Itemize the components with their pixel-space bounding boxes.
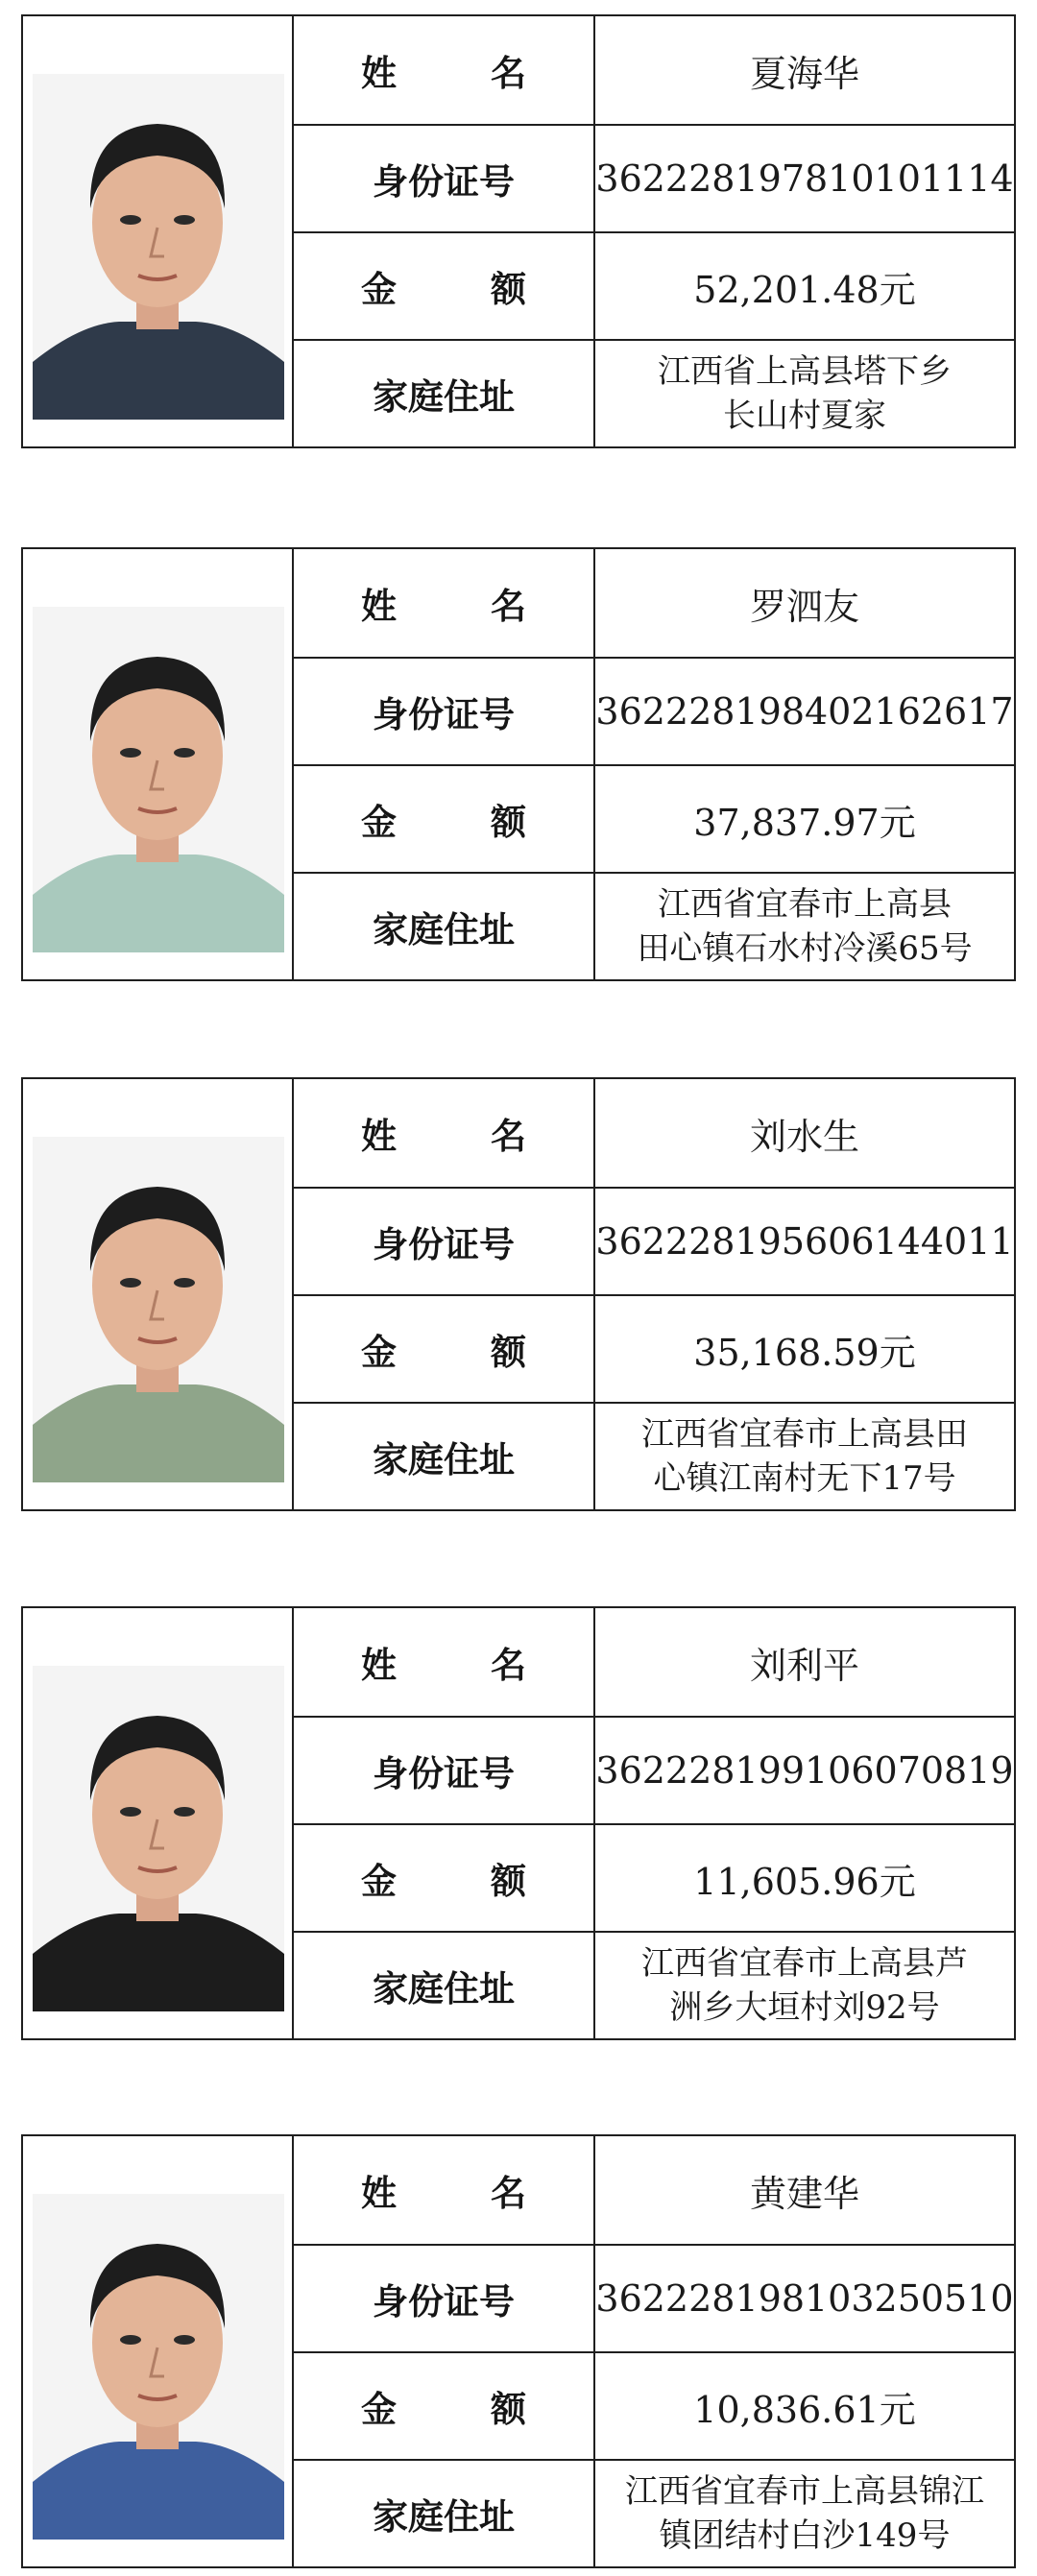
id-label: 身份证号 (294, 2246, 595, 2351)
person-photo (23, 1608, 294, 2038)
id-label: 身份证号 (294, 1718, 595, 1823)
address-value: 江西省宜春市上高县芦 洲乡大垣村刘92号 (641, 1944, 968, 2027)
address-value: 江西省宜春市上高县锦江 镇团结村白沙149号 (625, 2472, 984, 2555)
name-label (294, 2136, 595, 2244)
person-card (21, 547, 1016, 981)
amount-label-char2: 额 (491, 269, 526, 310)
name-label-char1: 姓 (361, 53, 397, 94)
amount-row (294, 764, 1014, 872)
amount-row (294, 1823, 1014, 1931)
name-label (294, 1079, 595, 1187)
id-row (294, 2244, 1014, 2351)
amount-label (294, 233, 595, 339)
portrait-image (23, 16, 292, 446)
amount-label-char1: 金 (361, 2389, 397, 2430)
address-label: 家庭住址 (294, 1404, 595, 1509)
amount-row (294, 2351, 1014, 2459)
amount-label (294, 2353, 595, 2459)
person-photo (23, 549, 294, 979)
name-row (294, 2136, 1014, 2244)
amount-row (294, 1294, 1014, 1402)
id-value: 362228195606144011 (595, 1220, 1014, 1263)
amount-label (294, 766, 595, 872)
person-card (21, 1606, 1016, 2040)
address-row (294, 1402, 1014, 1509)
person-card (21, 14, 1016, 448)
info-table (294, 549, 1014, 979)
amount-label-char2: 额 (491, 1332, 526, 1373)
name-label-char1: 姓 (361, 2173, 397, 2214)
address-label: 家庭住址 (294, 341, 595, 446)
name-label-char1: 姓 (361, 1645, 397, 1686)
info-table (294, 16, 1014, 446)
amount-label-char1: 金 (361, 269, 397, 310)
info-table (294, 1079, 1014, 1509)
amount-label-char1: 金 (361, 1861, 397, 1902)
address-row (294, 872, 1014, 979)
portrait-image (23, 2136, 292, 2566)
id-row (294, 657, 1014, 764)
name-label-char2: 名 (491, 2173, 526, 2214)
info-table (294, 2136, 1014, 2566)
name-row (294, 549, 1014, 657)
person-card (21, 1077, 1016, 1511)
address-label: 家庭住址 (294, 2461, 595, 2566)
name-value: 刘利平 (749, 1644, 859, 1687)
address-row (294, 1931, 1014, 2038)
portrait-image (23, 1608, 292, 2038)
name-row (294, 16, 1014, 124)
id-label: 身份证号 (294, 659, 595, 764)
amount-value: 10,836.61元 (693, 2388, 916, 2431)
name-value: 罗泗友 (749, 585, 859, 628)
id-value: 362228198103250510 (595, 2277, 1014, 2320)
name-row (294, 1079, 1014, 1187)
address-label: 家庭住址 (294, 874, 595, 979)
amount-value: 11,605.96元 (693, 1860, 916, 1903)
portrait-image (23, 1079, 292, 1509)
name-value: 夏海华 (749, 52, 859, 95)
id-label: 身份证号 (294, 126, 595, 231)
id-row (294, 1716, 1014, 1823)
name-label (294, 16, 595, 124)
person-photo (23, 16, 294, 446)
address-label: 家庭住址 (294, 1933, 595, 2038)
amount-label (294, 1296, 595, 1402)
name-label-char2: 名 (491, 1116, 526, 1157)
name-label-char2: 名 (491, 1645, 526, 1686)
name-label-char1: 姓 (361, 1116, 397, 1157)
amount-value: 52,201.48元 (693, 268, 916, 311)
portrait-image (23, 549, 292, 979)
name-label (294, 549, 595, 657)
amount-label (294, 1825, 595, 1931)
id-row (294, 124, 1014, 231)
address-row (294, 2459, 1014, 2566)
amount-label-char1: 金 (361, 1332, 397, 1373)
name-label-char2: 名 (491, 586, 526, 627)
id-value: 362228198402162617 (595, 690, 1014, 733)
person-card (21, 2134, 1016, 2568)
name-label-char2: 名 (491, 53, 526, 94)
address-value: 江西省宜春市上高县 田心镇石水村冷溪65号 (637, 885, 973, 968)
id-row (294, 1187, 1014, 1294)
name-label (294, 1608, 595, 1716)
amount-label-char2: 额 (491, 2389, 526, 2430)
address-value: 江西省上高县塔下乡 长山村夏家 (658, 352, 952, 435)
amount-value: 37,837.97元 (693, 801, 916, 844)
person-photo (23, 2136, 294, 2566)
address-value: 江西省宜春市上高县田 心镇江南村无下17号 (641, 1415, 968, 1498)
id-label: 身份证号 (294, 1189, 595, 1294)
id-value: 362228197810101114 (595, 157, 1014, 200)
name-value: 刘水生 (749, 1115, 859, 1158)
name-label-char1: 姓 (361, 586, 397, 627)
address-row (294, 339, 1014, 446)
name-value: 黄建华 (749, 2172, 859, 2215)
amount-label-char2: 额 (491, 802, 526, 843)
name-row (294, 1608, 1014, 1716)
amount-label-char2: 额 (491, 1861, 526, 1902)
amount-label-char1: 金 (361, 802, 397, 843)
person-photo (23, 1079, 294, 1509)
id-value: 362228199106070819 (595, 1749, 1014, 1792)
info-table (294, 1608, 1014, 2038)
amount-value: 35,168.59元 (693, 1331, 916, 1374)
amount-row (294, 231, 1014, 339)
